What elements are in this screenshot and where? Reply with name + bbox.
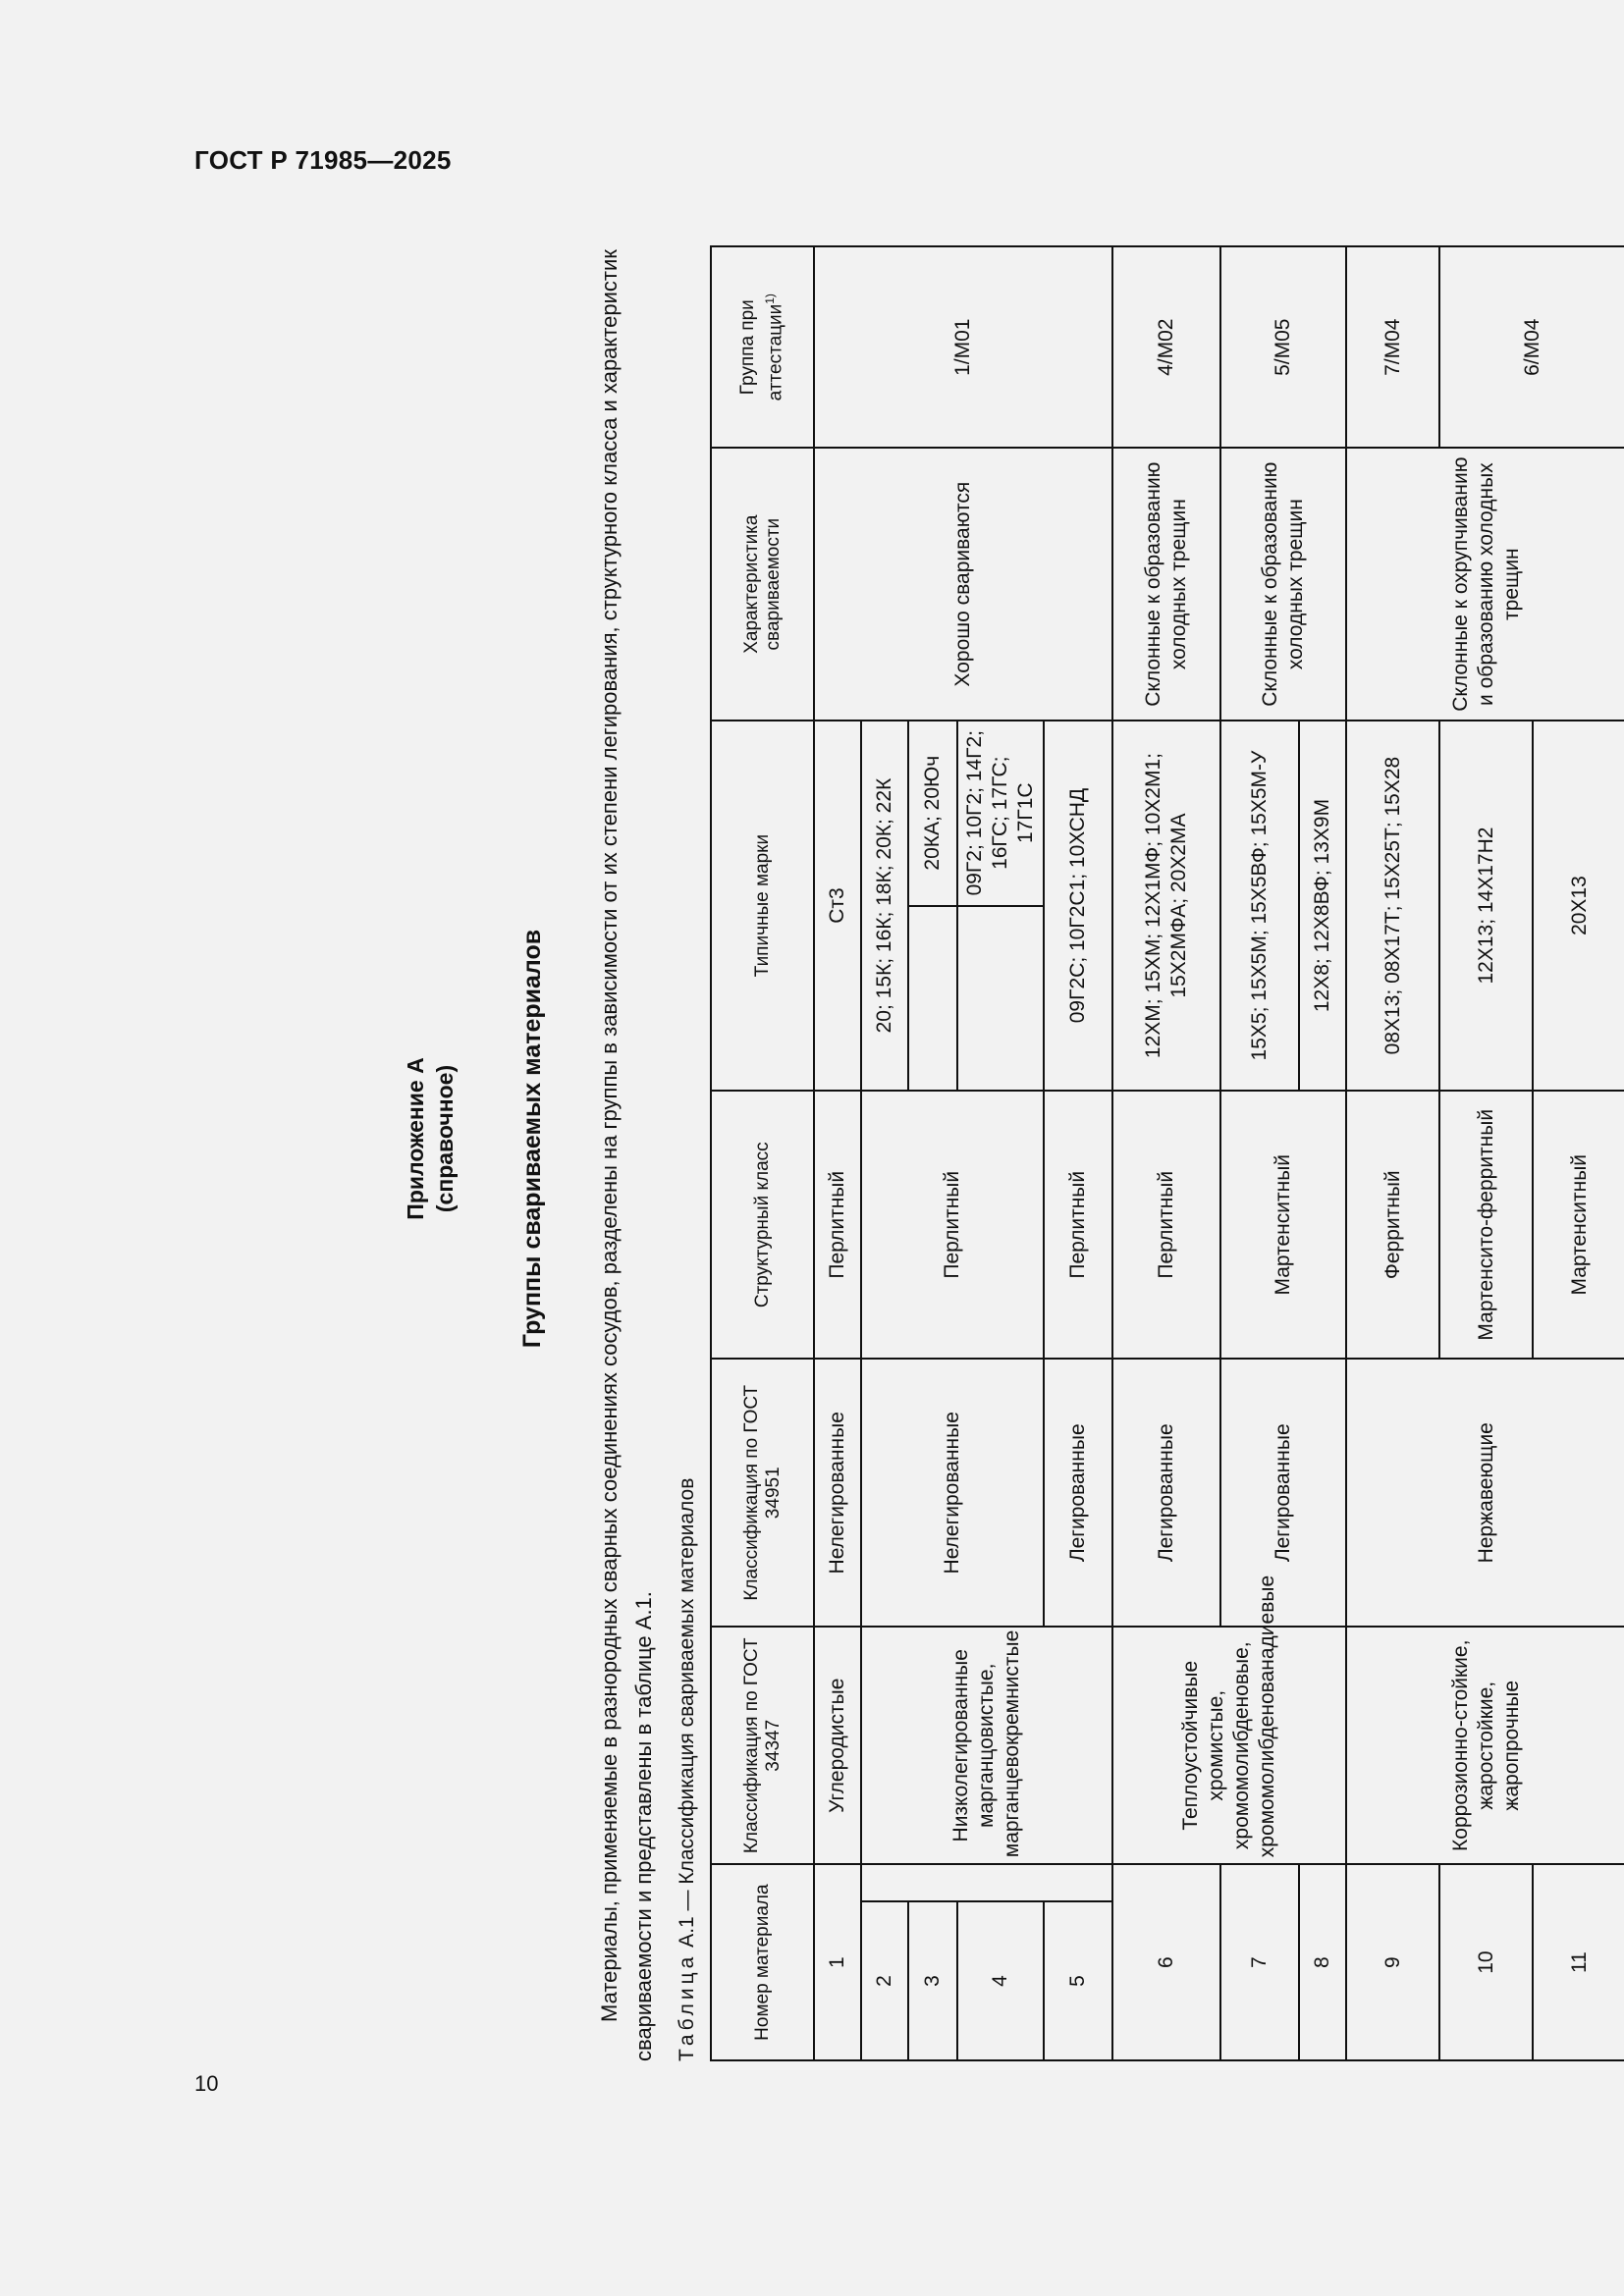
document-code: ГОСТ Р 71985—2025 (194, 145, 452, 175)
cell-weld-brittle: Склонные к охрупчиванию и образованию холодных трещин (1346, 448, 1624, 720)
cell-grade-11: 20Х13 (1533, 721, 1624, 1091)
cell-pearlitic-6: Перлитный (1112, 1091, 1220, 1359)
rotated-page-content (401, 216, 1591, 2061)
header-group-footnote: 1) (763, 294, 778, 304)
cell-grade-8: 12Х8; 12Х8ВФ; 13Х9М (1299, 721, 1346, 1091)
cell-ferritic-9: Ферритный (1346, 1091, 1439, 1359)
cell-group-1: 1/М01 (814, 246, 1112, 448)
cell-group-10: 6/М04 (1439, 246, 1624, 448)
cell-number-5: 5 (1044, 1901, 1112, 2060)
cell-martensitic-11: Мартенситный (1533, 1091, 1624, 1359)
annex-title: Приложение А (403, 1057, 428, 1220)
cell-number-10: 10 (1439, 1864, 1533, 2060)
grade-spacer (908, 906, 957, 1092)
cell-grade-3: 20КА; 20Юч (908, 721, 957, 906)
cell-heat-resistant: Теплоустойчивые хромистые, хромомолибденовые, хромомолибденованадиевые (1112, 1627, 1346, 1864)
cell-weld-good: Хорошо свариваются (814, 448, 1112, 720)
cell-alloy-7: Легированные (1220, 1359, 1346, 1627)
table-row (814, 246, 861, 2060)
cell-grade-5: 09Г2С; 10Г2С1; 10ХСНД (1044, 721, 1112, 1091)
table-caption-text: А.1 — Классификация свариваемых материалов (676, 1477, 698, 1948)
materials-table (710, 245, 1624, 2061)
header-gost34951: Классификация по ГОСТ 34951 (711, 1359, 814, 1627)
cell-number-4: 4 (957, 1901, 1044, 2060)
cell-number-8: 8 (1299, 1864, 1346, 2060)
cell-number-2: 2 (861, 1901, 908, 2060)
cell-grade-2: 20; 15К; 16К; 18К; 20К; 22К (861, 721, 908, 1091)
header-group-text: Группа при аттестации (737, 299, 786, 401)
header-group (711, 246, 814, 448)
cell-group-6: 4/М02 (1112, 246, 1220, 448)
grade-spacer (957, 906, 1044, 1092)
cell-number-11: 11 (1533, 1864, 1624, 2060)
cell-grade-9: 08Х13; 08Х17Т; 15Х25Т; 15Х28 (1346, 721, 1439, 1091)
header-number: Номер материала (711, 1864, 814, 2060)
annex-heading (401, 216, 460, 2061)
header-structural-class: Структурный класс (711, 1091, 814, 1359)
header-weldability: Характеристика свариваемости (711, 448, 814, 720)
header-gost34347: Классификация по ГОСТ 34347 (711, 1627, 814, 1864)
cell-grade-7: 15Х5; 15Х5М; 15Х5ВФ; 15Х5М-У (1220, 721, 1299, 1091)
cell-lowalloy: Низколегированные марганцовистые, марганцевокремнистые (861, 1627, 1112, 1864)
cell-pearlitic-1: Перлитный (814, 1091, 861, 1359)
cell-weld-cold-6: Склонные к образованию холодных трещин (1112, 448, 1220, 720)
cell-grade-1: Ст3 (814, 721, 861, 1091)
cell-weld-cold-7: Склонные к образованию холодных трещин (1220, 448, 1346, 720)
section-title: Группы свариваемых материалов (518, 929, 546, 1349)
cell-corrosion-resistant: Коррозионно-стойкие, жаростойкие, жаропрочные (1346, 1627, 1624, 1864)
table-caption (676, 1478, 699, 2061)
cell-number-3: 3 (908, 1901, 957, 2060)
page-number: 10 (194, 2071, 219, 2096)
intro-paragraph: Материалы, применяемые в разнородных сварных соединениях сосудов, разделены на группы в зависимости от их степени легирования, структурного класса и характеристик свариваемости и представлены в таблице А.1. (597, 249, 656, 2061)
cell-alloy-6: Легированные (1112, 1359, 1220, 1627)
cell-martensitic-7: Мартенситный (1220, 1091, 1346, 1359)
cell-stainless: Нержавеющие (1346, 1359, 1624, 1627)
cell-number-7: 7 (1220, 1864, 1299, 2060)
cell-pearlitic-5: Перлитный (1044, 1091, 1112, 1359)
cell-carbon: Углеродистые (814, 1627, 861, 1864)
cell-martensitic-ferritic-10: Мартенсито-ферритный (1439, 1091, 1533, 1359)
header-grades: Типичные марки (711, 721, 814, 1091)
table-caption-label: Таблица (676, 1952, 698, 2061)
cell-number-6: 6 (1112, 1864, 1220, 2060)
cell-group-9: 7/М04 (1346, 246, 1439, 448)
cell-number-1: 1 (814, 1864, 861, 2060)
cell-alloy-5: Легированные (1044, 1359, 1112, 1627)
cell-nonalloy-2: Нелегированные (861, 1359, 1044, 1627)
number-spacer (861, 1864, 1112, 1901)
cell-number-9: 9 (1346, 1864, 1439, 2060)
table-header-row (711, 246, 814, 2060)
table-row (1112, 246, 1220, 2060)
table-row (1346, 246, 1439, 2060)
cell-group-7: 5/М05 (1220, 246, 1346, 448)
annex-subtitle: (справочное) (432, 1064, 458, 1213)
cell-pearlitic-2: Перлитный (861, 1091, 1044, 1359)
cell-grade-10: 12Х13; 14Х17Н2 (1439, 721, 1533, 1091)
cell-grade-4: 09Г2; 10Г2; 14Г2; 16ГС; 17ГС; 17Г1С (957, 721, 1044, 906)
cell-nonalloy-1: Нелегированные (814, 1359, 861, 1627)
cell-grade-6: 12ХМ; 15ХМ; 12Х1МФ; 10Х2М1; 15Х2МФА; 20Х2МА (1112, 721, 1220, 1091)
